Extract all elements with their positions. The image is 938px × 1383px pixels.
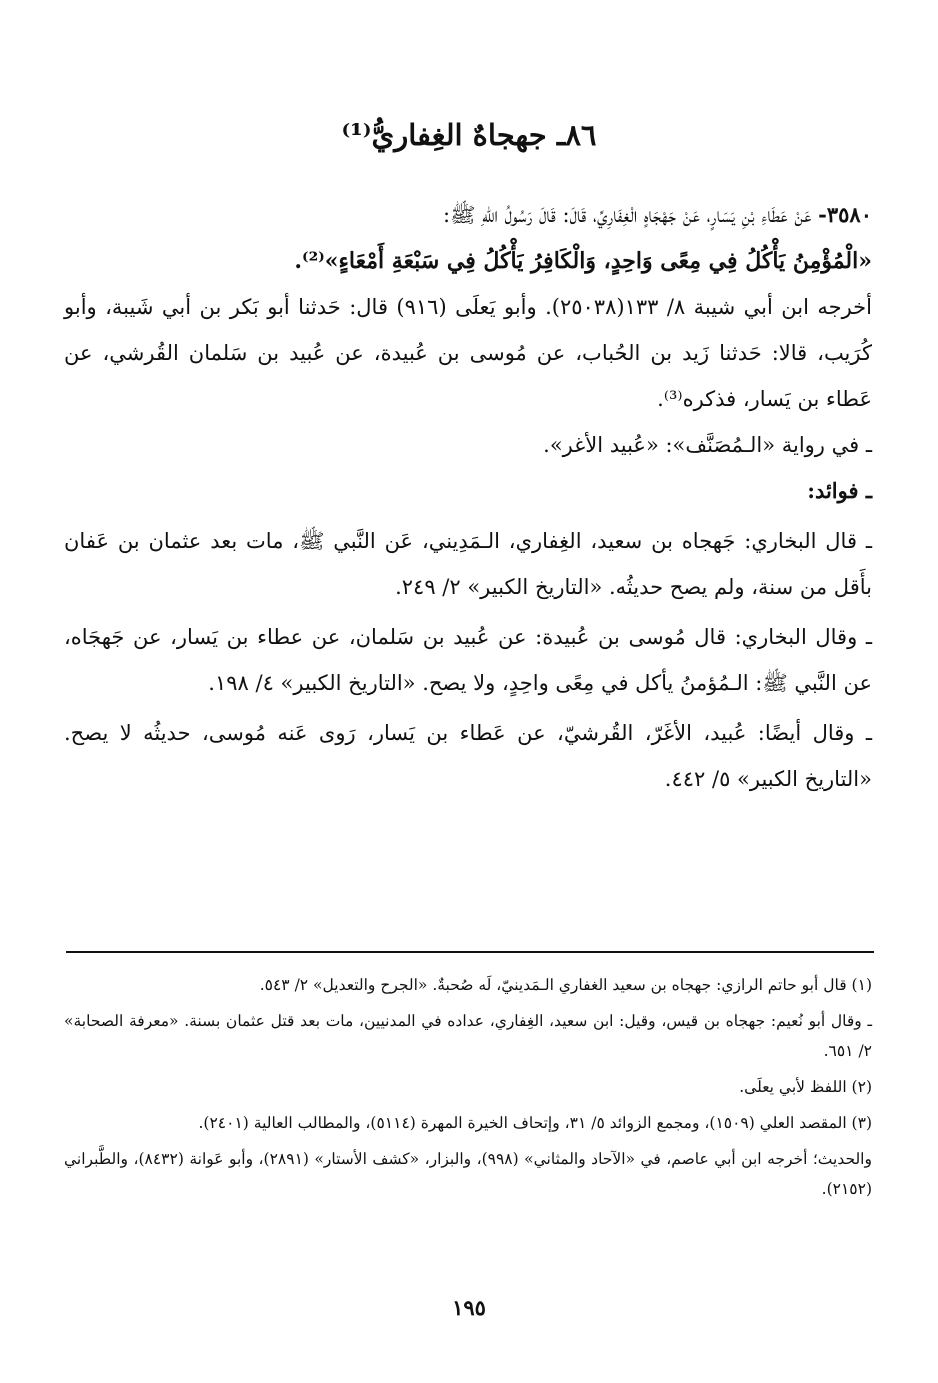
footnotes	[64, 970, 872, 1210]
hadith-isnad	[64, 192, 872, 238]
fawaid-item: ـ وقال أيضًا: عُبيد، الأغَرّ، القُرشيّ، عن عَطاء بن يَسار، رَوى عَنه مُوسى، حديثُه لا يصح. «التاريخ الكبير» ٥/ ٤٤٢.	[64, 721, 872, 791]
riwaya-note: ـ في رواية «الـمُصَنَّف»: «عُبيد الأغر».	[543, 433, 872, 457]
hadith-isnad-text: عَنْ عَطَاءِ بْنِ يَسَارٍ، عَنْ جَهْجَاهٍ الْغِفَارِيِّ، قَالَ: قَالَ رَسُولُ اللهِ ﷺ:	[443, 203, 812, 227]
fawaid-item: ـ قال البخاري: جَهجاه بن سعيد، الغِفاري، الـمَدِيني، عَن النَّبي ﷺ، مات بعد عثمان بن عَفان بأَقل من سنة، ولم يصح حديثُه. «التاريخ الكبير» ٢/ ٢٤٩.	[64, 529, 872, 599]
footnote: (٢) اللفظ لأبي يعلَى.	[739, 1078, 872, 1096]
section-title: ٨٦ـ جهجاهٌ الغِفاريُّ⁽¹⁾	[341, 118, 597, 152]
takhrij-paragraph: أخرجه ابن أبي شيبة ٨/ ١٣٣(٢٥٠٣٨). وأبو يَعلَى (٩١٦) قال: حَدثنا أبو بَكر بن أبي شَيبة، وأبو كُرَيب، قالا: حَدثنا زَيد بن الحُباب، عن مُوسى بن عُبيدة، عن عُبيد بن سَلمان القُرشي، عن عَطاء بن يَسار، فذكره⁽³⁾.	[64, 295, 872, 411]
footnote: (١) قال أبو حاتم الرازي: جهجاه بن سعيد الغفاري الـمَدينيّ، لَه صُحبةٌ. «الجرح والتعديل» ٢/ ٥٤٣.	[259, 976, 872, 994]
fawaid-heading: ـ فوائد:	[807, 478, 872, 503]
fawaid-item: ـ وقال البخاري: قال مُوسى بن عُبيدة: عن عُبيد بن سَلمان، عن عطاء بن يَسار، عن جَهجَاه، عن النَّبي ﷺ: الـمُؤمنُ يأكل في مِعًى واحِدٍ، ولا يصح. «التاريخ الكبير» ٤/ ١٩٨.	[64, 625, 872, 695]
hadith-matn: «الْمُؤْمِنُ يَأْكُلُ فِي مِعًى وَاحِدٍ، وَالْكَافِرُ يَأْكُلُ فِي سَبْعَةِ أَمْعَاءٍ»⁽²⁾.	[294, 248, 872, 274]
footnote-divider	[66, 951, 874, 953]
page-number: ١٩٥	[452, 1295, 486, 1320]
main-text	[64, 192, 872, 802]
hadith-number: ٣٥٨٠-	[818, 202, 872, 227]
footnote: والحديث؛ أخرجه ابن أبي عاصم، في «الآحاد والمثاني» (٩٩٨)، والبزار، «كشف الأستار» (٢٨٩١)، وأبو عَوانة (٨٤٣٢)، والطَّبراني (٢١٥٢).	[64, 1150, 872, 1198]
footnote: (٣) المقصد العلي (١٥٠٩)، ومجمع الزوائد ٥/ ٣١، وإتحاف الخيرة المهرة (٥١١٤)، والمطالب العالية (٢٤٠١).	[198, 1114, 872, 1132]
footnote: ـ وقال أبو نُعيم: جهجاه بن قيس، وقيل: ابن سعيد، الغِفاري، عداده في المدنيين، مات بعد قتل عثمان بسنة. «معرفة الصحابة» ٢/ ٦٥١.	[64, 1012, 872, 1060]
